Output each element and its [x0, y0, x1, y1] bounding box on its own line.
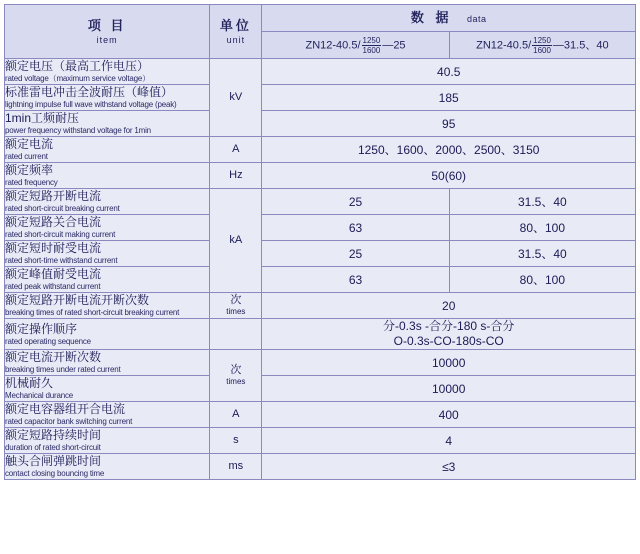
row-unit [210, 59, 262, 137]
model-1-prefix: ZN12-40.5/ [305, 38, 361, 51]
row-unit-cn: A [232, 143, 240, 155]
model-2-numerator: 1250 [533, 35, 551, 45]
row-value-model-1: 63 [262, 267, 449, 293]
table-row [5, 293, 636, 319]
row-value-line-2: O-0.3s-CO-180s-CO [393, 334, 504, 348]
model-1-denominator: 1600 [362, 45, 381, 55]
row-unit-cn: Hz [229, 169, 243, 181]
row-unit-cn: ms [228, 460, 244, 472]
row-item-cn: 额定短时耐受电流 [5, 241, 102, 255]
row-item-cn: 额定电流 [5, 137, 54, 151]
row-value: 400 [262, 402, 636, 428]
row-unit [210, 350, 262, 402]
row-unit-cn: s [233, 434, 239, 446]
row-item [5, 59, 210, 85]
header-model-2 [449, 32, 635, 59]
table-row [5, 189, 636, 215]
row-value: 185 [262, 85, 636, 111]
row-item-en: rated short-circuit breaking current [5, 204, 120, 213]
row-item-en: rated short-circuit making current [5, 230, 116, 239]
row-value: 10000 [262, 350, 636, 376]
specification-table [4, 4, 636, 480]
table-row [5, 267, 636, 293]
row-item-en: lightning impulse full wave withstand voltage (peak) [5, 100, 177, 109]
row-value: ≤3 [262, 454, 636, 480]
row-value: 20 [262, 293, 636, 319]
row-item-cn: 1min工频耐压 [5, 111, 80, 125]
row-item-en: contact closing bouncing time [5, 469, 105, 478]
table-row [5, 428, 636, 454]
table-row [5, 319, 636, 350]
row-value-model-1: 25 [262, 189, 449, 215]
table-row [5, 350, 636, 376]
row-unit [210, 293, 262, 319]
row-value-line-1: 分-0.3s -合分-180 s-合分 [383, 319, 515, 333]
row-item [5, 215, 210, 241]
row-item-en: breaking times under rated current [5, 365, 121, 374]
row-unit [210, 137, 262, 163]
row-value: 40.5 [262, 59, 636, 85]
row-unit-en: times [226, 307, 246, 316]
header-unit-en: unit [226, 35, 246, 45]
table-row [5, 59, 636, 85]
row-item-en: rated voltage（maximum service voltage） [5, 74, 150, 83]
row-item-en: duration of rated short-circuit [5, 443, 101, 452]
row-item-en: breaking times of rated short-circuit breaking current [5, 308, 180, 317]
header-row-top [5, 5, 636, 32]
row-item [5, 350, 210, 376]
row-value: 1250、1600、2000、2500、3150 [262, 137, 636, 163]
row-unit [210, 454, 262, 480]
model-1-numerator: 1250 [362, 35, 381, 45]
row-item [5, 111, 210, 137]
row-item [5, 402, 210, 428]
row-item [5, 85, 210, 111]
model-1-suffix: —25 [382, 38, 406, 51]
header-item-en: item [96, 35, 118, 45]
row-item-cn: 额定电容器组开合电流 [5, 402, 126, 416]
row-item [5, 137, 210, 163]
row-value: 10000 [262, 376, 636, 402]
table-row [5, 163, 636, 189]
row-item-en: Mechanical durance [5, 391, 73, 400]
row-value: 4 [262, 428, 636, 454]
row-item [5, 267, 210, 293]
row-item-cn: 额定电压（最高工作电压） [5, 59, 150, 73]
header-data-en: data [466, 14, 487, 24]
row-value-model-2: 31.5、40 [449, 241, 635, 267]
table-row [5, 376, 636, 402]
row-item [5, 293, 210, 319]
row-item-en: rated short-time withstand current [5, 256, 118, 265]
table-row [5, 137, 636, 163]
row-item-cn: 额定短路开断电流 [5, 189, 102, 203]
row-item-cn: 额定峰值耐受电流 [5, 267, 102, 281]
row-value: 95 [262, 111, 636, 137]
row-item-en: rated peak withstand current [5, 282, 101, 291]
header-item-cn: 项 目 [87, 18, 127, 33]
row-value [262, 319, 636, 350]
row-value-model-2: 31.5、40 [449, 189, 635, 215]
header-data-cn: 数 据 [410, 10, 453, 25]
model-2-suffix: —31.5、40 [552, 38, 609, 51]
row-unit-cn: kA [229, 234, 243, 246]
row-value-model-2: 80、100 [449, 267, 635, 293]
row-item [5, 428, 210, 454]
row-unit-en: times [226, 377, 246, 386]
row-item-en: power frequency withstand voltage for 1min [5, 126, 151, 135]
row-value-model-1: 63 [262, 215, 449, 241]
row-item-cn: 额定操作顺序 [5, 321, 78, 336]
row-item-cn: 额定短路开断电流开断次数 [5, 293, 150, 307]
row-item [5, 163, 210, 189]
row-item [5, 319, 210, 350]
table-row [5, 85, 636, 111]
row-item-en: rated frequency [5, 178, 58, 187]
header-unit-cn: 单位 [219, 18, 252, 33]
row-item-cn: 额定频率 [5, 163, 54, 177]
table-header [5, 5, 636, 59]
row-unit-cn: A [232, 408, 240, 420]
model-2-denominator: 1600 [533, 45, 551, 55]
row-unit [210, 402, 262, 428]
row-item-cn: 标准雷电冲击全波耐压（峰值） [5, 85, 174, 99]
row-item-cn: 额定短路关合电流 [5, 215, 102, 229]
row-item [5, 189, 210, 215]
row-item-cn: 触头合闸弹跳时间 [5, 454, 102, 468]
table-row [5, 241, 636, 267]
row-unit [210, 189, 262, 293]
row-item [5, 376, 210, 402]
row-unit-cn: 次 [230, 364, 242, 376]
header-unit [210, 5, 262, 59]
row-value-model-2: 80、100 [449, 215, 635, 241]
header-model-1 [262, 32, 449, 59]
row-unit-cn: 次 [230, 294, 242, 306]
row-item-cn: 机械耐久 [5, 376, 54, 390]
row-item-cn: 额定电流开断次数 [5, 350, 102, 364]
row-item-en: rated current [5, 152, 48, 161]
row-item-en: rated capacitor bank switching current [5, 417, 133, 426]
table-body [5, 59, 636, 480]
row-item [5, 454, 210, 480]
row-value-model-1: 25 [262, 241, 449, 267]
header-data [262, 5, 636, 32]
table-row [5, 111, 636, 137]
model-2-fraction [532, 36, 552, 55]
row-unit [210, 163, 262, 189]
row-item-en: rated operating sequence [5, 336, 91, 346]
row-value: 50(60) [262, 163, 636, 189]
row-item-cn: 额定短路持续时间 [5, 428, 102, 442]
row-unit [210, 428, 262, 454]
model-2-prefix: ZN12-40.5/ [476, 38, 532, 51]
table-row [5, 215, 636, 241]
row-unit [210, 319, 262, 350]
header-item [5, 5, 210, 59]
row-unit-cn: kV [229, 91, 243, 103]
table-row [5, 402, 636, 428]
row-item [5, 241, 210, 267]
model-1-fraction [362, 36, 382, 55]
table-row [5, 454, 636, 480]
